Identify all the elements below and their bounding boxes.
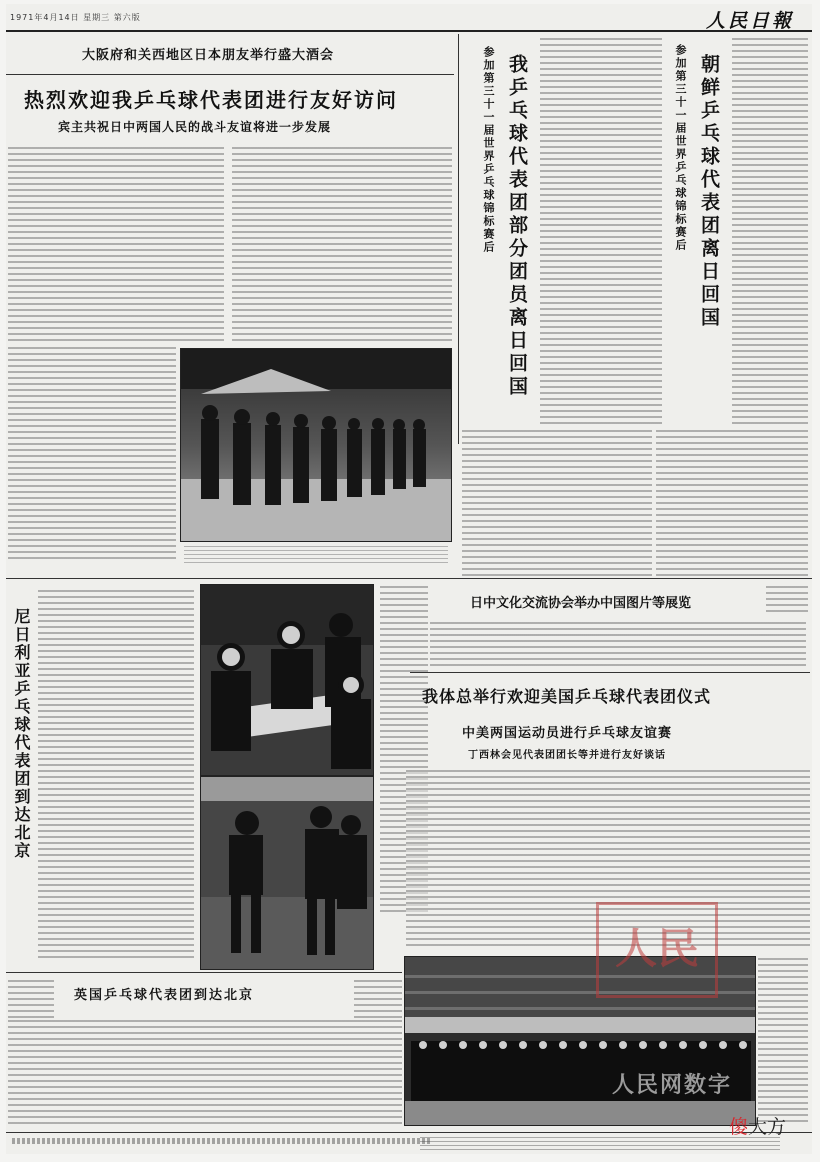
korea-title: 朝鲜乒乓球代表团离日回国 — [698, 54, 720, 330]
text-column — [8, 1018, 402, 1126]
nigeria-title: 尼日利亚乒乓球代表团到达北京 — [12, 608, 31, 860]
footer-text — [420, 1137, 780, 1151]
korea-kicker: 参加第三十一届世界乒乓球锦标赛后 — [674, 44, 687, 252]
masthead-date: 1971年4月14日 星期三 第六版 — [10, 13, 141, 22]
text-column — [766, 584, 808, 614]
rule — [458, 34, 459, 444]
masthead-bar — [6, 4, 812, 32]
photo-team-march — [180, 348, 452, 542]
rule — [6, 972, 402, 973]
corner-watermark-black: 大方 — [748, 1116, 787, 1138]
text-column — [656, 428, 808, 578]
site-watermark: 人民网数字 — [612, 1072, 733, 1098]
text-column — [462, 428, 652, 578]
depart-kicker: 参加第三十一届世界乒乓球锦标赛后 — [482, 46, 495, 254]
text-column — [232, 145, 452, 345]
photo-ping-pong-play — [200, 776, 374, 970]
footer-rule — [6, 1132, 812, 1133]
exhibition-title: 日中文化交流协会举办中国图片等展览 — [470, 596, 692, 611]
text-column — [354, 978, 402, 1018]
rule — [410, 672, 810, 673]
rule — [6, 578, 812, 579]
top-story-title: 热烈欢迎我乒乓球代表团进行友好访问 — [24, 88, 398, 112]
rule — [6, 74, 454, 75]
text-column — [8, 345, 176, 560]
photo-caption — [184, 543, 448, 565]
text-column — [732, 36, 808, 426]
footer-text — [12, 1138, 432, 1144]
corner-watermark — [729, 1112, 786, 1139]
uk-title: 英国乒乓球代表团到达北京 — [74, 988, 255, 1003]
text-column — [430, 620, 806, 666]
text-column — [758, 956, 808, 1126]
usa-subtitle-2: 丁西林会见代表团团长等并进行友好谈话 — [468, 750, 666, 761]
text-column — [8, 145, 224, 345]
usa-subtitle: 中美两国运动员进行乒乓球友谊赛 — [462, 726, 673, 741]
photo-table-signing — [200, 584, 374, 776]
masthead-title: 人民日報 — [705, 10, 794, 32]
text-column — [8, 978, 54, 1018]
corner-watermark-red: 傻 — [729, 1116, 749, 1138]
text-column — [540, 36, 662, 428]
top-story-kicker: 大阪府和关西地区日本朋友举行盛大酒会 — [82, 48, 335, 63]
text-column — [38, 588, 194, 958]
top-story-subtitle: 宾主共祝日中两国人民的战斗友谊将进一步发展 — [58, 120, 332, 134]
red-seal-stamp: 人民 — [596, 902, 718, 998]
usa-title: 我体总举行欢迎美国乒乓球代表团仪式 — [422, 687, 712, 706]
depart-title: 我乒乓球代表团部分团员离日回国 — [506, 54, 528, 399]
